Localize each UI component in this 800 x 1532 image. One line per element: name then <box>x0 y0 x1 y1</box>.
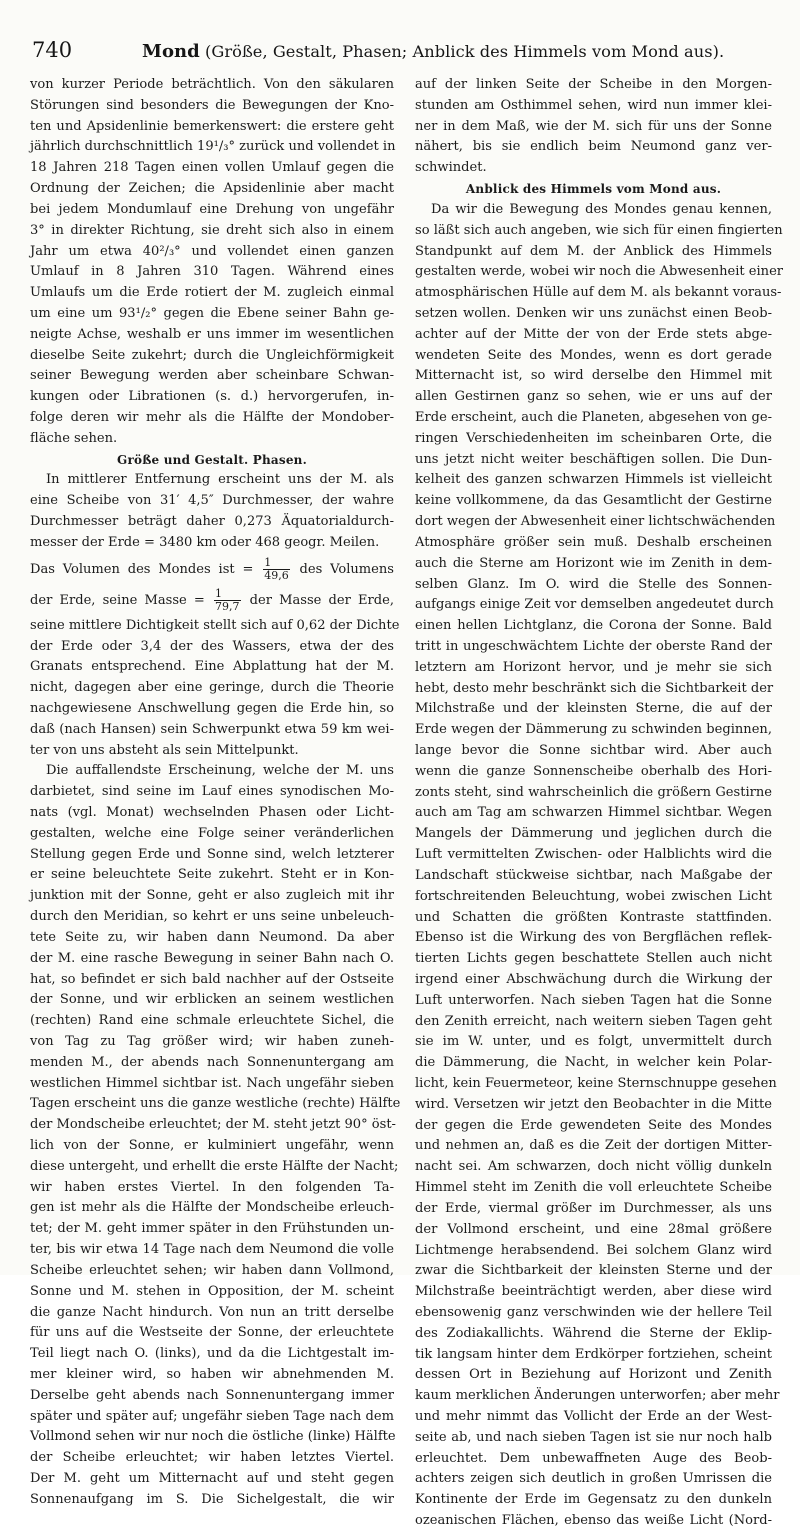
fraction-denominator: 79,7 <box>215 599 240 613</box>
text-line: diese untergeht, und erhellt die erste Hälfte der Nacht; <box>30 1158 399 1174</box>
text-line: Tagen erscheint uns die ganze westliche (rechte) Hälfte <box>30 1096 401 1112</box>
text-line: einen hellen Lichtglanz, die Corona der Sonne. Bald <box>415 618 772 634</box>
text-line: der M. eine rasche Bewegung in seiner Bahn nach O. <box>30 950 394 966</box>
running-title <box>142 41 724 62</box>
text-line: Die auffallendste Erscheinung, welche der M. uns <box>46 763 394 779</box>
line-text: Das Volumen des Mondes ist = <box>30 561 254 577</box>
text-line: den Zenith erreicht, nach weitern sieben Tagen geht <box>415 1013 772 1029</box>
text-line: neigte Achse, weshalb er uns immer im wesentlichen <box>30 326 394 342</box>
text-line: Jahr um etwa 40²/₃° und vollendet einen ganzen <box>30 243 394 259</box>
text-line: von Tag zu Tag größer wird; wir haben zuneh- <box>30 1033 394 1049</box>
text-line: jährlich durchschnittlich 19¹/₃° zurück und vollendet in <box>30 139 396 155</box>
text-line: letztern am Horizont hervor, und je mehr sie sich <box>415 659 772 675</box>
text-line: seiner Bewegung werden aber scheinbare Schwan- <box>30 368 394 384</box>
text-line: Landschaft stückweise sichtbar, nach Maßgabe der <box>415 867 772 883</box>
text-line: ter von uns absteht als sein Mittelpunkt. <box>30 742 299 758</box>
text-line: setzen wollen. Denken wir uns zunächst einen Beob- <box>415 305 772 321</box>
text-line: kungen oder Librationen (s. d.) hervorgerufen, in- <box>30 389 394 405</box>
text-line: darbietet, sind seine im Lauf eines synodischen Mo- <box>30 784 394 800</box>
text-line: die Dämmerung, die Nacht, in welcher kein Polar- <box>415 1055 772 1071</box>
text-line: Erde wegen der Dämmerung zu schwinden beginnen, <box>415 722 772 738</box>
text-line: Durchmesser beträgt daher 0,273 Äquatorialdurch- <box>30 514 394 530</box>
text-line: ten und Apsidenlinie bemerkenswert: die erstere geht <box>30 118 394 134</box>
text-line: Granats entsprechend. Eine Abplattung hat der M. <box>30 659 394 675</box>
text-line: kelheit des ganzen schwarzen Himmels ist vielleicht <box>415 472 772 488</box>
text-line: tritt in ungeschwächtem Lichte der oberste Rand der <box>415 638 772 654</box>
text-line: junktion mit der Sonne, geht er also zugleich mit ihr <box>30 888 394 904</box>
text-line: achter auf der Mitte der von der Erde stets abge- <box>415 326 772 342</box>
text-line: Standpunkt auf dem M. der Anblick des Himmels <box>415 243 772 259</box>
text-line: (rechten) Rand eine schmale erleuchtete Sichel, die <box>30 1013 394 1029</box>
text-line: stunden am Osthimmel sehen, wird nun immer klei- <box>415 97 772 113</box>
left-column <box>30 75 401 1507</box>
text-line: nähert, bis sie endlich beim Neumond ganz ver- <box>415 139 772 155</box>
text-line: Sonne und M. stehen in Opposition, der M. scheint <box>30 1283 394 1299</box>
text-line: Luft vermittelten Zwischen- oder Halblichts wird die <box>415 847 772 863</box>
text-line: Vollmond sehen wir nur noch die östliche (linke) Hälfte <box>30 1429 396 1445</box>
text-line: hat, so befindet er sich bald nachher auf der Ostseite <box>30 971 394 987</box>
text-line: auch am Tag am schwarzen Himmel sichtbar. Wegen <box>415 805 772 821</box>
text-line: Kontinente der Erde im Gegensatz zu den dunkeln <box>415 1492 772 1508</box>
text-line: der Sonne, und wir erblicken an seinem westlichen <box>30 992 394 1008</box>
text-line: die ganze Nacht hindurch. Von nun an tritt derselbe <box>30 1304 394 1320</box>
text-line: tierten Lichts gegen beschattete Stellen auch nicht <box>415 951 772 967</box>
text-line-with-fraction <box>30 554 394 585</box>
text-line: der Mondscheibe erleuchtet; der M. steht jetzt 90° öst- <box>30 1117 396 1133</box>
text-line: gestalten werde, wobei wir noch die Abwesenheit einer <box>415 264 784 280</box>
fraction-denominator: 49,6 <box>264 568 289 582</box>
fraction <box>214 588 241 613</box>
text-line: um eine um 93¹/₂° gegen die Ebene seiner Bahn ge- <box>30 305 394 321</box>
text-line: westlichen Himmel sichtbar ist. Nach ungefähr sieben <box>30 1075 394 1091</box>
text-line: der Erde, viermal größer im Durchmesser, als uns <box>415 1200 772 1216</box>
text-line: durch den Meridian, so kehrt er uns seine unbeleuch- <box>30 909 394 925</box>
text-line: ringen Verschiedenheiten im scheinbaren Orte, die <box>415 430 772 446</box>
running-title-keyword: Mond <box>142 41 200 62</box>
text-line: menden M., der abends nach Sonnenuntergang am <box>30 1054 394 1070</box>
text-line: folge deren wir mehr als die Hälfte der Mondober- <box>30 410 394 425</box>
text-line: Milchstraße beeinträchtigt werden, aber diese wird <box>415 1284 772 1300</box>
text-line: dieselbe Seite zukehrt; durch die Ungleichförmigkeit <box>30 347 394 363</box>
text-line: Milchstraße und der kleinsten Sterne, die auf der <box>415 701 772 717</box>
right-column <box>415 75 784 1529</box>
text-line: nachgewiesene Anschwellung gegen die Erde hin, so <box>30 700 394 716</box>
line-text: der Erde, seine Masse = <box>30 592 205 608</box>
text-line: keine vollkommene, da das Gesamtlicht der Gestirne <box>415 493 772 509</box>
text-line: mer kleiner wird, so haben wir abnehmenden M. <box>30 1366 394 1382</box>
text-line: gen ist mehr als die Hälfte der Mondscheibe erleuch- <box>30 1200 394 1216</box>
text-line: licht, kein Feuermeteor, keine Sternschnuppe gesehen <box>415 1076 777 1091</box>
text-line: Teil liegt nach O. (links), und da die Lichtgestalt im- <box>30 1346 394 1362</box>
text-line: Derselbe geht abends nach Sonnenuntergang immer <box>30 1387 394 1403</box>
text-line: fortschreitenden Beleuchtung, wobei zwischen Licht <box>415 888 772 904</box>
text-line: der Scheibe erleuchtet; wir haben letztes Viertel. <box>30 1450 394 1466</box>
text-line: hebt, desto mehr beschränkt sich die Sichtbarkeit der <box>415 680 774 696</box>
text-line: Scheibe erleuchtet sehen; wir haben dann Vollmond, <box>30 1262 394 1278</box>
text-line: fläche sehen. <box>30 430 118 446</box>
text-line: Luft unterworfen. Nach sieben Tagen hat die Sonne <box>415 992 772 1008</box>
text-line: selben Glanz. Im O. wird die Stelle des Sonnen- <box>415 576 772 592</box>
text-line: er seine beleuchtete Seite zukehrt. Steht er in Kon- <box>30 867 394 883</box>
text-line: Mangels der Dämmerung und jeglichen durch die <box>415 826 772 842</box>
text-line: wir haben erstes Viertel. In den folgenden Ta- <box>30 1179 394 1195</box>
text-line: seite ab, und nach sieben Tagen ist sie nur noch halb <box>415 1429 772 1445</box>
text-line: ozeanischen Flächen, ebenso das weiße Licht (Nord- <box>415 1513 772 1529</box>
text-line: auf der linken Seite der Scheibe in den Morgen- <box>415 77 772 92</box>
text-line: später und später auf; ungefähr sieben Tage nach dem <box>30 1408 394 1424</box>
text-line: allen Gestirnen ganz so sehen, wie er uns auf der <box>415 389 772 405</box>
text-line: Störungen sind besonders die Bewegungen der Kno- <box>30 97 394 113</box>
text-line: Stellung gegen Erde und Sonne sind, welch letzterer <box>30 846 394 862</box>
text-line: auch die Sterne am Horizont wie im Zenith in dem- <box>415 555 772 571</box>
text-line: des Zodiakallichts. Während die Sterne der Eklip- <box>415 1325 772 1341</box>
text-line: 3° in direkter Richtung, sie dreht sich also in einem <box>30 222 394 238</box>
text-line: und nehmen an, daß es die Zeit der dortigen Mitter- <box>415 1138 772 1154</box>
text-line: achters zeigen sich deutlich in großen Umrissen die <box>415 1471 772 1487</box>
text-line: Sonnenaufgang im S. Die Sichelgestalt, die wir <box>30 1491 394 1507</box>
text-line: der Erde oder 3,4 der des Wassers, etwa der des <box>30 638 394 654</box>
fraction-numerator: 1 <box>263 557 290 570</box>
text-line: ner in dem Maß, wie der M. sich für uns der Sonne <box>415 118 772 134</box>
text-line: und Schatten die größten Kontraste stattfinden. <box>415 909 772 925</box>
text-line: so läßt sich auch angeben, wie sich für einen fingierten <box>415 222 783 238</box>
page-header <box>28 38 772 70</box>
text-line: irgend einer Abschwächung durch die Wirkung der <box>415 971 772 987</box>
text-line: uns jetzt nicht weiter beschäftigen sollen. Die Dun- <box>415 451 772 467</box>
text-line: messer der Erde = 3480 km oder 468 geogr. Meilen. <box>30 534 380 550</box>
text-line: kaum merklichen Änderungen unterworfen; aber mehr <box>415 1388 780 1404</box>
text-line: daß (nach Hansen) sein Schwerpunkt etwa 59 km wei- <box>30 721 394 737</box>
text-line: tet; der M. geht immer später in den Frühstunden un- <box>30 1221 394 1237</box>
running-title-subtitle: (Größe, Gestalt, Phasen; Anblick des Himmels vom Mond aus). <box>205 42 725 61</box>
text-line: Umlauf in 8 Jahren 310 Tagen. Während eines <box>30 264 394 280</box>
text-line: Himmel steht im Zenith die voll erleuchtete Scheibe <box>415 1180 772 1196</box>
text-line: ter, bis wir etwa 14 Tage nach dem Neumond die volle <box>30 1242 394 1258</box>
text-line: eine Scheibe von 31′ 4,5″ Durchmesser, der wahre <box>30 493 394 509</box>
line-text-after-fraction: des Volumens <box>299 561 394 577</box>
text-line: aufgangs einige Zeit vor demselben angedeutet durch <box>415 597 774 613</box>
fraction-numerator: 1 <box>214 588 241 601</box>
text-line: Ebenso ist die Wirkung des von Bergflächen reflek- <box>415 930 772 946</box>
text-line: der gegen die Erde gewendeten Seite des Mondes <box>415 1117 772 1133</box>
text-line: Erde erscheint, auch die Planeten, abgesehen von ge- <box>415 410 772 425</box>
section-heading: Anblick des Himmels vom Mond aus. <box>465 182 722 197</box>
text-line: erleuchtet. Dem unbewaffneten Auge des Beob- <box>415 1450 772 1466</box>
text-line: 18 Jahren 218 Tagen einen vollen Umlauf gegen die <box>30 160 394 176</box>
text-line: nicht, dagegen aber eine geringe, durch die Theorie <box>30 680 394 696</box>
text-line: wenn die ganze Sonnenscheibe oberhalb des Hori- <box>415 763 772 779</box>
text-line: ebensowenig ganz verschwinden wie der hellere Teil <box>415 1304 772 1320</box>
text-line: zonts steht, sind wahrscheinlich die größern Gestirne <box>415 784 772 800</box>
text-line-with-fraction <box>30 585 394 616</box>
text-line: Atmosphäre größer sein muß. Deshalb erscheinen <box>415 534 772 550</box>
section-heading: Größe und Gestalt. Phasen. <box>117 452 307 467</box>
text-line: dort wegen der Abwesenheit einer lichtschwächenden <box>415 514 776 530</box>
text-line: Ordnung der Zeichen; die Apsidenlinie aber macht <box>30 181 394 197</box>
text-line: lich von der Sonne, er kulminiert ungefähr, wenn <box>30 1138 394 1153</box>
text-line: wird. Versetzen wir jetzt den Beobachter in die Mitte <box>415 1096 772 1112</box>
text-line: für uns auf die Westseite der Sonne, der erleuchtete <box>30 1325 394 1341</box>
text-line: nats (vgl. Monat) wechselnden Phasen oder Licht- <box>30 805 394 820</box>
line-text-after-fraction: der Masse der Erde, <box>249 592 394 608</box>
text-line: Umlaufs um die Erde rotiert der M. zugleich einmal <box>30 285 394 301</box>
text-line: tete Seite zu, wir haben dann Neumond. Da aber <box>30 929 394 945</box>
text-line: Der M. geht um Mitternacht auf und steht gegen <box>30 1471 394 1486</box>
fraction <box>263 557 290 582</box>
text-line: In mittlerer Entfernung erscheint uns der M. als <box>46 472 394 488</box>
text-line: wendeten Seite des Mondes, wenn es dort gerade <box>415 347 772 363</box>
page-number: 740 <box>32 38 73 62</box>
text-line: seine mittlere Dichtigkeit stellt sich auf 0,62 der Dichte <box>30 617 400 633</box>
text-line: bei jedem Mondumlauf eine Drehung von ungefähr <box>30 201 394 217</box>
text-line: dessen Ort in Beziehung auf Horizont und Zenith <box>415 1367 772 1383</box>
text-line: und mehr nimmt das Vollicht der Erde an der West- <box>415 1409 772 1424</box>
text-line: zwar die Sichtbarkeit der kleinsten Sterne und der <box>415 1263 772 1279</box>
text-line: atmosphärischen Hülle auf dem M. als bekannt voraus- <box>415 285 782 301</box>
text-line: Lichtmenge herabsendend. Bei solchem Glanz wird <box>415 1242 772 1258</box>
text-line: von kurzer Periode beträchtlich. Von den säkularen <box>30 77 394 92</box>
text-line: lange bevor die Sonne sichtbar wird. Aber auch <box>415 743 772 758</box>
text-line: der Vollmond erscheint, und eine 28mal größere <box>415 1221 772 1237</box>
text-line: sie im W. unter, und es folgt, unvermittelt durch <box>415 1034 772 1050</box>
text-line: Da wir die Bewegung des Mondes genau kennen, <box>431 201 772 217</box>
text-line: Mitternacht ist, so wird derselbe den Himmel mit <box>415 368 772 384</box>
text-line: tik langsam hinter dem Erdkörper fortziehen, scheint <box>415 1346 772 1362</box>
text-line: schwindet. <box>415 160 487 176</box>
text-line: nacht sei. Am schwarzen, doch nicht völlig dunkeln <box>415 1159 772 1175</box>
text-line: gestalten, welche eine Folge seiner veränderlichen <box>30 825 394 841</box>
